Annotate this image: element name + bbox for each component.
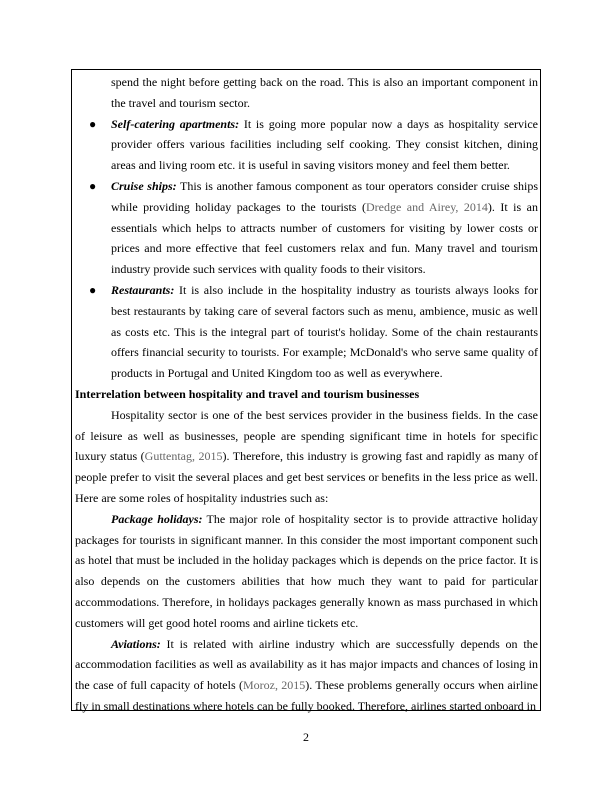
component-list (75, 114, 538, 384)
list-item-text: It is also include in the hospitality industry as tourists always looks for best restaurants by taking care of several factors such as menu, ambience, music as well as costs etc. This is the integral part of tourist's holiday. Some of the chain restaurants offers financial security to tourists. For example; McDonald's who serve same quality of products in Portugal and United Kingdom too as well as everywhere. (111, 282, 538, 381)
paragraph: Hospitality sector is one of the best services provider in the business fields. In the case of leisure as well as businesses, people are spending significant time in hotels for specific luxury status (Guttentag, 2015). Therefore, this industry is growing fast and rapidly as many of people prefer to visit the several places and get best services or benefits in the less price as well. Here are some roles of hospitality industries such as: (75, 407, 538, 505)
list-item-text: This is another famous component as tour operators consider cruise ships while providing holiday packages to the tourists ( (111, 178, 539, 214)
section-heading: Interrelation between hospitality and travel and tourism businesses (75, 386, 420, 401)
paragraph: Aviations: It is related with airline industry which are successfully depends on the accommodation facilities as well as availability as it has major impacts and chances of losing in the case of full capacity of hotels (Moroz, 2015). These problems generally occurs when airline fly in small destinations where hotels can be fully booked. Therefore, airlines started onboard in (75, 636, 538, 713)
citation: Moroz, 2015 (242, 678, 306, 693)
citation: Guttentag, 2015 (144, 449, 223, 464)
list-item-text: ). It is an essentials which helps to attracts number of customers for visiting by lower costs or prices and more effective that feel customers relax and fun. Many travel and tourism industry provide such services with quality foods to their visitors. (111, 199, 538, 277)
bullet-icon: ● (89, 282, 97, 297)
list-item-lead: Self-catering apartments: (111, 116, 240, 131)
list-item (75, 114, 538, 176)
citation: Dredge and Airey, 2014 (365, 199, 488, 214)
intro-continuation: spend the night before getting back on the road. This is also an important component in the travel and tourism sector. (111, 75, 538, 110)
paragraph: Package holidays: The major role of hospitality sector is to provide attractive holiday packages for tourists in significant manner. In this consider the most important component such as hotel that must be included in the holiday packages which is depends on the price factor. It is also depends on the customers abilities that how much they want to paid for particular accommodations. Therefore, in holidays packages generally known as mass purchased in which customers will get good hotel rooms and airline tickets etc. (75, 511, 538, 630)
bullet-icon: ● (89, 178, 97, 193)
paragraph-lead: Package holidays: (111, 511, 203, 526)
bullet-icon: ● (89, 116, 97, 131)
document-body (75, 72, 538, 717)
list-item-lead: Restaurants: (111, 282, 175, 297)
list-item-text: It is going more popular now a days as hospitality service provider offers various facilities including self cooking. They consist kitchen, dining areas and living room etc. it is useful in saving visitors money and feel them better. (111, 116, 539, 173)
list-item (75, 176, 538, 280)
page-number: 2 (303, 730, 309, 744)
list-item-lead: Cruise ships: (111, 178, 177, 193)
list-item (75, 280, 538, 384)
paragraph-lead: Aviations: (111, 636, 161, 651)
